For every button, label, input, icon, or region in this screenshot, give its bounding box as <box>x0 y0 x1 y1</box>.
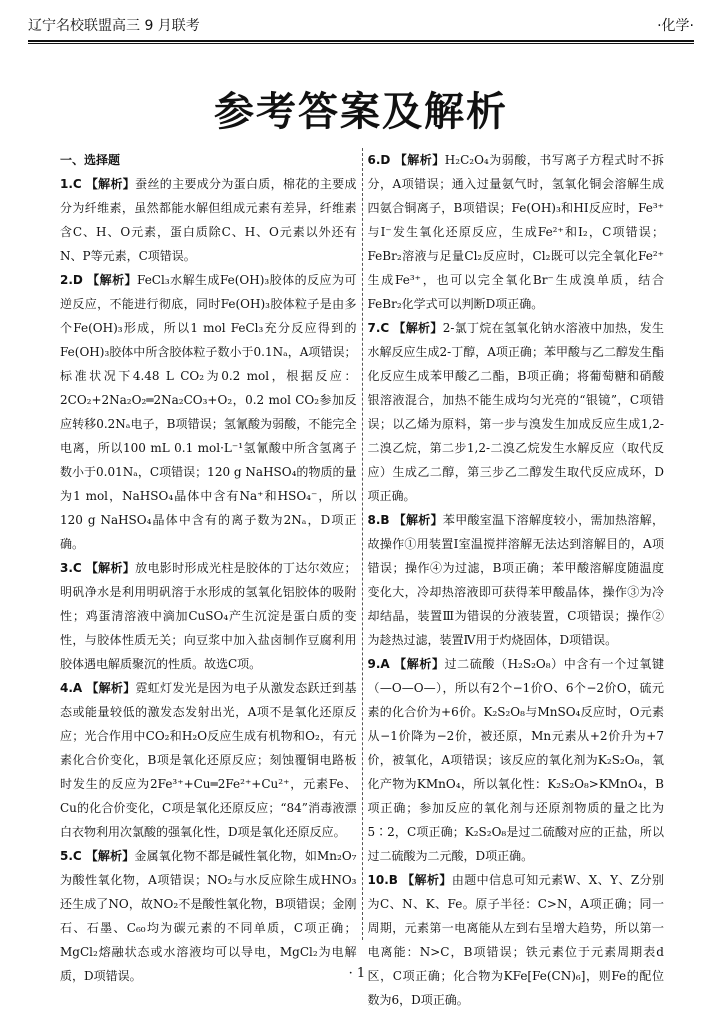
analysis-tag: 【解析】 <box>85 177 136 191</box>
answer-number: 4.A <box>60 681 83 695</box>
answer-item-4 <box>60 676 357 844</box>
answer-item-3 <box>60 556 357 676</box>
answer-number: 9.A <box>367 657 390 671</box>
answer-number: 8.B <box>367 513 390 527</box>
analysis-tag: 【解析】 <box>87 273 138 287</box>
answer-item-6 <box>368 148 665 316</box>
header-exam-name: 辽宁名校联盟高三 9 月联考 <box>28 18 200 34</box>
analysis-tag: 【解析】 <box>394 153 445 167</box>
answer-text: 由题中信息可知元素W、X、Y、Z分别为C、N、K、Fe。原子半径：C>N，A项正确；同一周期，元素第一电离能从左到右呈增大趋势，所以第一电离能：N>C，B项错误；铁元素位于元素周期表d区，C项正确；化合物为KFe[Fe(CN)₆]，则Fe的配位数为6，D项正确。 <box>367 873 664 1007</box>
header-rule-thin <box>28 43 694 44</box>
answer-text: 蚕丝的主要成分为蛋白质，棉花的主要成分为纤维素，虽然都能水解但组成元素有差异，纤维素含C、H、O元素，蛋白质除C、H、O元素以外还有N、P等元素，C项错误。 <box>60 177 357 263</box>
header-subject: ·化学· <box>657 18 694 34</box>
answer-columns <box>60 148 664 1007</box>
header-rule <box>28 40 694 42</box>
answer-text: H₂C₂O₄为弱酸，书写离子方程式时不拆分，A项错误；通入过量氨气时，氢氧化铜会溶解生成四氨合铜离子，B项错误；Fe(OH)₃和HI反应时，Fe³⁺与I⁻发生氧化还原反应，生成Fe²⁺和I₂，C项错误；FeBr₂溶液与足量Cl₂反应时，Cl₂既可以完全氧化Fe²⁺生成Fe³⁺，也可以完全氧化Br⁻生成溴单质，结合FeBr₂化学式可以判断D项正确。 <box>367 153 664 311</box>
answer-text: 2-氯丁烷在氢氧化钠水溶液中加热，发生水解反应生成2-丁醇，A项正确；苯甲酸与乙二醇发生酯化反应生成苯甲酸乙二酯，B项正确；将葡萄糖和硝酸银溶液混合，加热不能生成均匀光亮的“银镜”，C项错误；以乙烯为原料，第一步与溴发生加成反应生成1,2-二溴乙烷，第二步1,2-二溴乙烷发生水解反应（取代反应）生成乙二醇，第三步乙二醇发生取代反应成环，D项正确。 <box>367 321 664 503</box>
answer-item-10 <box>368 868 665 1012</box>
analysis-tag: 【解析】 <box>85 849 135 863</box>
page-number: · 1 · <box>348 966 374 981</box>
answer-number: 3.C <box>60 561 82 575</box>
section-title: 一、选择题 <box>60 153 121 167</box>
page-title: 参考答案及解析 <box>214 89 508 135</box>
analysis-tag: 【解析】 <box>394 657 445 671</box>
analysis-tag: 【解析】 <box>393 513 443 527</box>
answer-number: 2.D <box>60 273 83 287</box>
answer-item-8 <box>368 508 665 652</box>
answer-text: 放电影时形成光柱是胶体的丁达尔效应；明矾净水是利用明矾溶于水形成的氢氧化铝胶体的吸附性；鸡蛋清溶液中滴加CuSO₄产生沉淀是蛋白质的变性，与胶体性质无关；向豆浆中加入盐卤制作豆腐利用胶体遇电解质聚沉的性质。故选C项。 <box>60 561 357 671</box>
answer-number: 1.C <box>60 177 82 191</box>
answer-text: 霓虹灯发光是因为电子从激发态跃迁到基态或能量较低的激发态发射出光，A项不是氧化还原反应；光合作用中CO₂和H₂O反应生成有机物和O₂，有元素化合价变化，B项是氧化还原反应；刻蚀覆铜电路板时发生的反应为2Fe³⁺+Cu═2Fe²⁺+Cu²⁺，元素Fe、Cu的化合价变化，C项是氧化还原反应；“84”消毒液漂白衣物利用次氯酸的强氧化性，D项是氧化还原反应。 <box>60 681 357 839</box>
answer-number: 6.D <box>367 153 391 167</box>
answer-item-2 <box>60 268 357 556</box>
analysis-tag: 【解析】 <box>402 873 452 887</box>
answer-item-9 <box>368 652 665 868</box>
answer-text: 苯甲酸室温下溶解度较小，需加热溶解，故操作①用装置Ⅰ室温搅拌溶解无法达到溶解目的，A项错误；操作④为过滤，B项正确；苯甲酸溶解度随温度变化大，冷却热溶液即可获得苯甲酸晶体，操作③为冷却结晶，装置Ⅲ为错误的分液装置，C项错误；操作②为趁热过滤，装置Ⅳ用于灼烧固体，D项错误。 <box>367 513 664 647</box>
answer-number: 5.C <box>60 849 82 863</box>
answer-text: 过二硫酸（H₂S₂O₈）中含有一个过氧键（—O—O—），所以有2个−1价O、6个−2价O，硫元素的化合价为+6价。K₂S₂O₈与MnSO₄反应时，O元素从−1价降为−2价，被还原，Mn元素从+2价升为+7价，被氧化，A项错误；该反应的氧化剂为K₂S₂O₈，氧化产物为KMnO₄，所以氧化性：K₂S₂O₈>KMnO₄，B项正确；参加反应的氧化剂与还原剂物质的量之比为5∶2，C项正确；K₂S₂O₈是过二硫酸对应的正盐，所以过二硫酸为二元酸，D项正确。 <box>367 657 664 863</box>
analysis-tag: 【解析】 <box>85 561 136 575</box>
answer-text: 金属氧化物不都是碱性氧化物，如Mn₂O₇为酸性氧化物，A项错误；NO₂与水反应除生成HNO₃还生成了NO，故NO₂不是酸性氧化物，B项错误；金刚石、石墨、C₆₀均为碳元素的不同单质，C项正确；MgCl₂熔融状态或水溶液均可以导电，MgCl₂为电解质，D项错误。 <box>60 849 357 983</box>
answer-number: 10.B <box>367 873 398 887</box>
answer-number: 7.C <box>367 321 390 335</box>
answer-item-7 <box>368 316 665 508</box>
analysis-tag: 【解析】 <box>393 321 443 335</box>
analysis-tag: 【解析】 <box>86 681 136 695</box>
answer-text: FeCl₃水解生成Fe(OH)₃胶体的反应为可逆反应，不能进行彻底，同时Fe(OH)₃胶体粒子是由多个Fe(OH)₃形成，所以1 mol FeCl₃充分反应得到的Fe(OH)₃胶体中所含胶体粒子数小于0.1Nₐ，A项错误；标准状况下4.48 L CO₂为0.2 mol，根据反应：2CO₂+2Na₂O₂═2Na₂CO₃+O₂，0.2 mol CO₂参加反应转移0.2Nₐ电子，B项错误；氢氰酸为弱酸，不能完全电离，所以100 mL 0.1 mol·L⁻¹氢氰酸中所含氢离子数小于0.01Nₐ，C项错误；120 g NaHSO₄的物质的量为1 mol，NaHSO₄晶体中含有Na⁺和HSO₄⁻，所以120 g NaHSO₄晶体中含有的离子数为2Nₐ，D项正确。 <box>60 273 357 551</box>
right-column <box>363 148 665 1007</box>
answer-item-1 <box>60 172 357 268</box>
page-header <box>28 14 694 36</box>
left-column <box>60 148 362 983</box>
